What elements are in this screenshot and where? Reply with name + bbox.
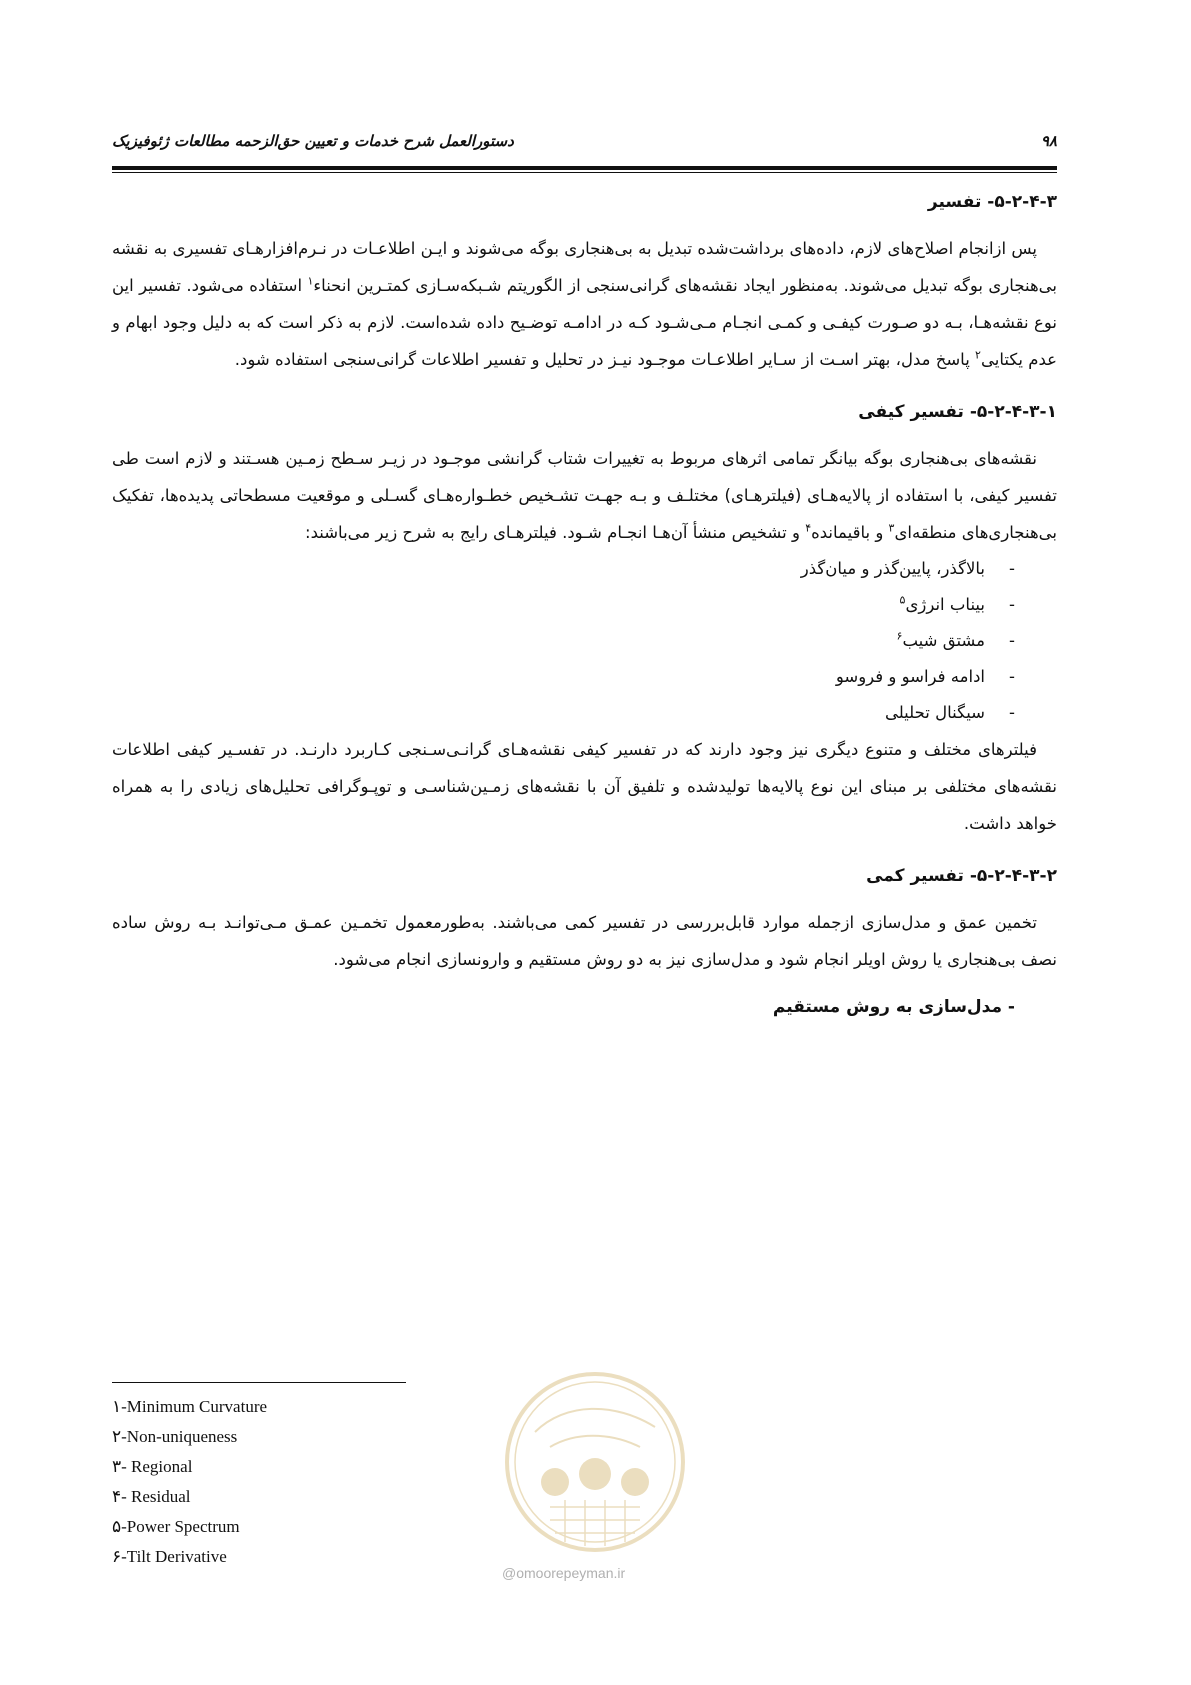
filter-list	[112, 551, 1057, 731]
header-rule-thick	[112, 166, 1057, 170]
footnote: ۱-Minimum Curvature	[112, 1397, 268, 1416]
footnote-ref[interactable]: ۴	[805, 521, 812, 535]
list-item: -مشتق شیب$^۶$	[896, 629, 1015, 650]
page-number: ۹۸	[1040, 132, 1057, 150]
footnote: ۳- Regional	[112, 1457, 193, 1476]
list-item: -بالاگذر، پایین‌گذر و میان‌گذر	[800, 559, 1015, 578]
quantitative-paragraph: تخمین عمق و مدل‌سازی ازجمله موارد قابل‌بررسی در تفسیر کمی می‌باشند. به‌طورمعمول تخمـین عمـق مـی‌توانـد بـه روش ساده نصف بی‌هنجاری یا روش اویلر انجام شود و مدل‌سازی نیز به دو روش مستقیم و وارونسازی انجام می‌شود.	[112, 913, 1057, 969]
running-title: دستورالعمل شرح خدمات و تعیین حق‌الزحمه مطالعات ژئوفیزیک	[112, 132, 514, 150]
interpretation-paragraph: پس ازانجام اصلاح‌های لازم، داده‌های برداشت‌شده تبدیل به بی‌هنجاری بوگه می‌شوند و ایـن اطلاعـات در نـرم‌افزارهـای تفسیری به نقشه بی‌هنجاری بوگه تبدیل می‌شوند. به‌منظور ایجاد نقشه‌های گرانی‌سنجی از الگوریتم شـبکه‌سـازی کمتـرین انحناء$^۱$ استفاده می‌شود. تفسیر این نوع نقشه‌هـا، بـه دو صـورت کیفـی و کمـی انجـام مـی‌شـود کـه در ادامـه توضـیح داده شده‌است. لازم به ذکر است که به دلیل وجود ابهام و عدم یکتایی$^۲$ پاسخ مدل، بهتر اسـت از سـایر اطلاعـات موجـود نیـز در تحلیل و تفسیر اطلاعات گرانی‌سنجی استفاده شود.	[112, 239, 1057, 369]
footnote: ۶-Tilt Derivative	[112, 1547, 227, 1566]
list-item: -بیناب انرژی$^۵$	[899, 593, 1015, 614]
list-item: -ادامه فراسو و فروسو	[835, 667, 1015, 686]
section-heading-qualitative: ۵-۲-۴-۳-۱- تفسیر کیفی	[858, 402, 1057, 422]
footnote-ref[interactable]: ۱	[307, 274, 314, 288]
footnote-ref[interactable]: ۶	[896, 629, 903, 643]
watermark-url: @omoorepeyman.ir	[502, 1565, 626, 1581]
header-rule-thin	[112, 172, 1057, 173]
footnote-ref[interactable]: ۵	[899, 593, 906, 607]
page-body	[112, 188, 1057, 1022]
section-heading-interpretation: ۵-۲-۴-۳- تفسیر	[927, 192, 1057, 212]
qualitative-paragraph-2: فیلترهای مختلف و متنوع دیگری نیز وجود دارند که در تفسیر کیفی نقشه‌هـای گرانـی‌سـنجی کـاربرد دارنـد. در تفسـیر کیفی اطلاعات نقشه‌های مختلفی بر مبنای این نوع پالایه‌ها تولیدشده و تلفیق آن با نقشه‌های زمـین‌شناسـی و توپـوگرافی تحلیل‌های زیادی را به همراه خواهد داشت.	[112, 740, 1057, 833]
direct-modeling-heading: - مدل‌سازی به روش مستقیم	[772, 997, 1015, 1017]
footnote: ۴- Residual	[112, 1487, 191, 1506]
section-heading-quantitative: ۵-۲-۴-۳-۲- تفسیر کمی	[866, 866, 1057, 886]
footnote-ref[interactable]: ۲	[975, 348, 981, 362]
list-item: -سیگنال تحلیلی	[884, 703, 1015, 722]
footnote-rule	[112, 1382, 406, 1383]
qualitative-paragraph: نقشه‌های بی‌هنجاری بوگه بیانگر تمامی اثرهای مربوط به تغییرات شتاب گرانشی موجـود در زیـر سـطح زمـین هسـتند و لازم است طی تفسیر کیفی، با استفاده از پالایه‌هـای (فیلترهـای) مختلـف و بـه جهـت تشـخیص خطـواره‌هـای گسـلی و موقعیت مسطحاتی پدیده‌ها، تفکیک بی‌هنجاری‌های منطقه‌ای$^۳$ و باقیمانده$^۴$ و تشخیص منشأ آن‌هـا انجـام شـود. فیلترهـای رایج به شرح زیر می‌باشند:	[112, 449, 1057, 542]
footnote-ref[interactable]: ۳	[888, 521, 895, 535]
footnote: ۲-Non-uniqueness	[112, 1427, 238, 1446]
footnote: ۵-Power Spectrum	[112, 1517, 240, 1536]
watermark-logo	[495, 1362, 695, 1562]
page-header	[112, 128, 1057, 158]
footnotes	[112, 1392, 267, 1572]
